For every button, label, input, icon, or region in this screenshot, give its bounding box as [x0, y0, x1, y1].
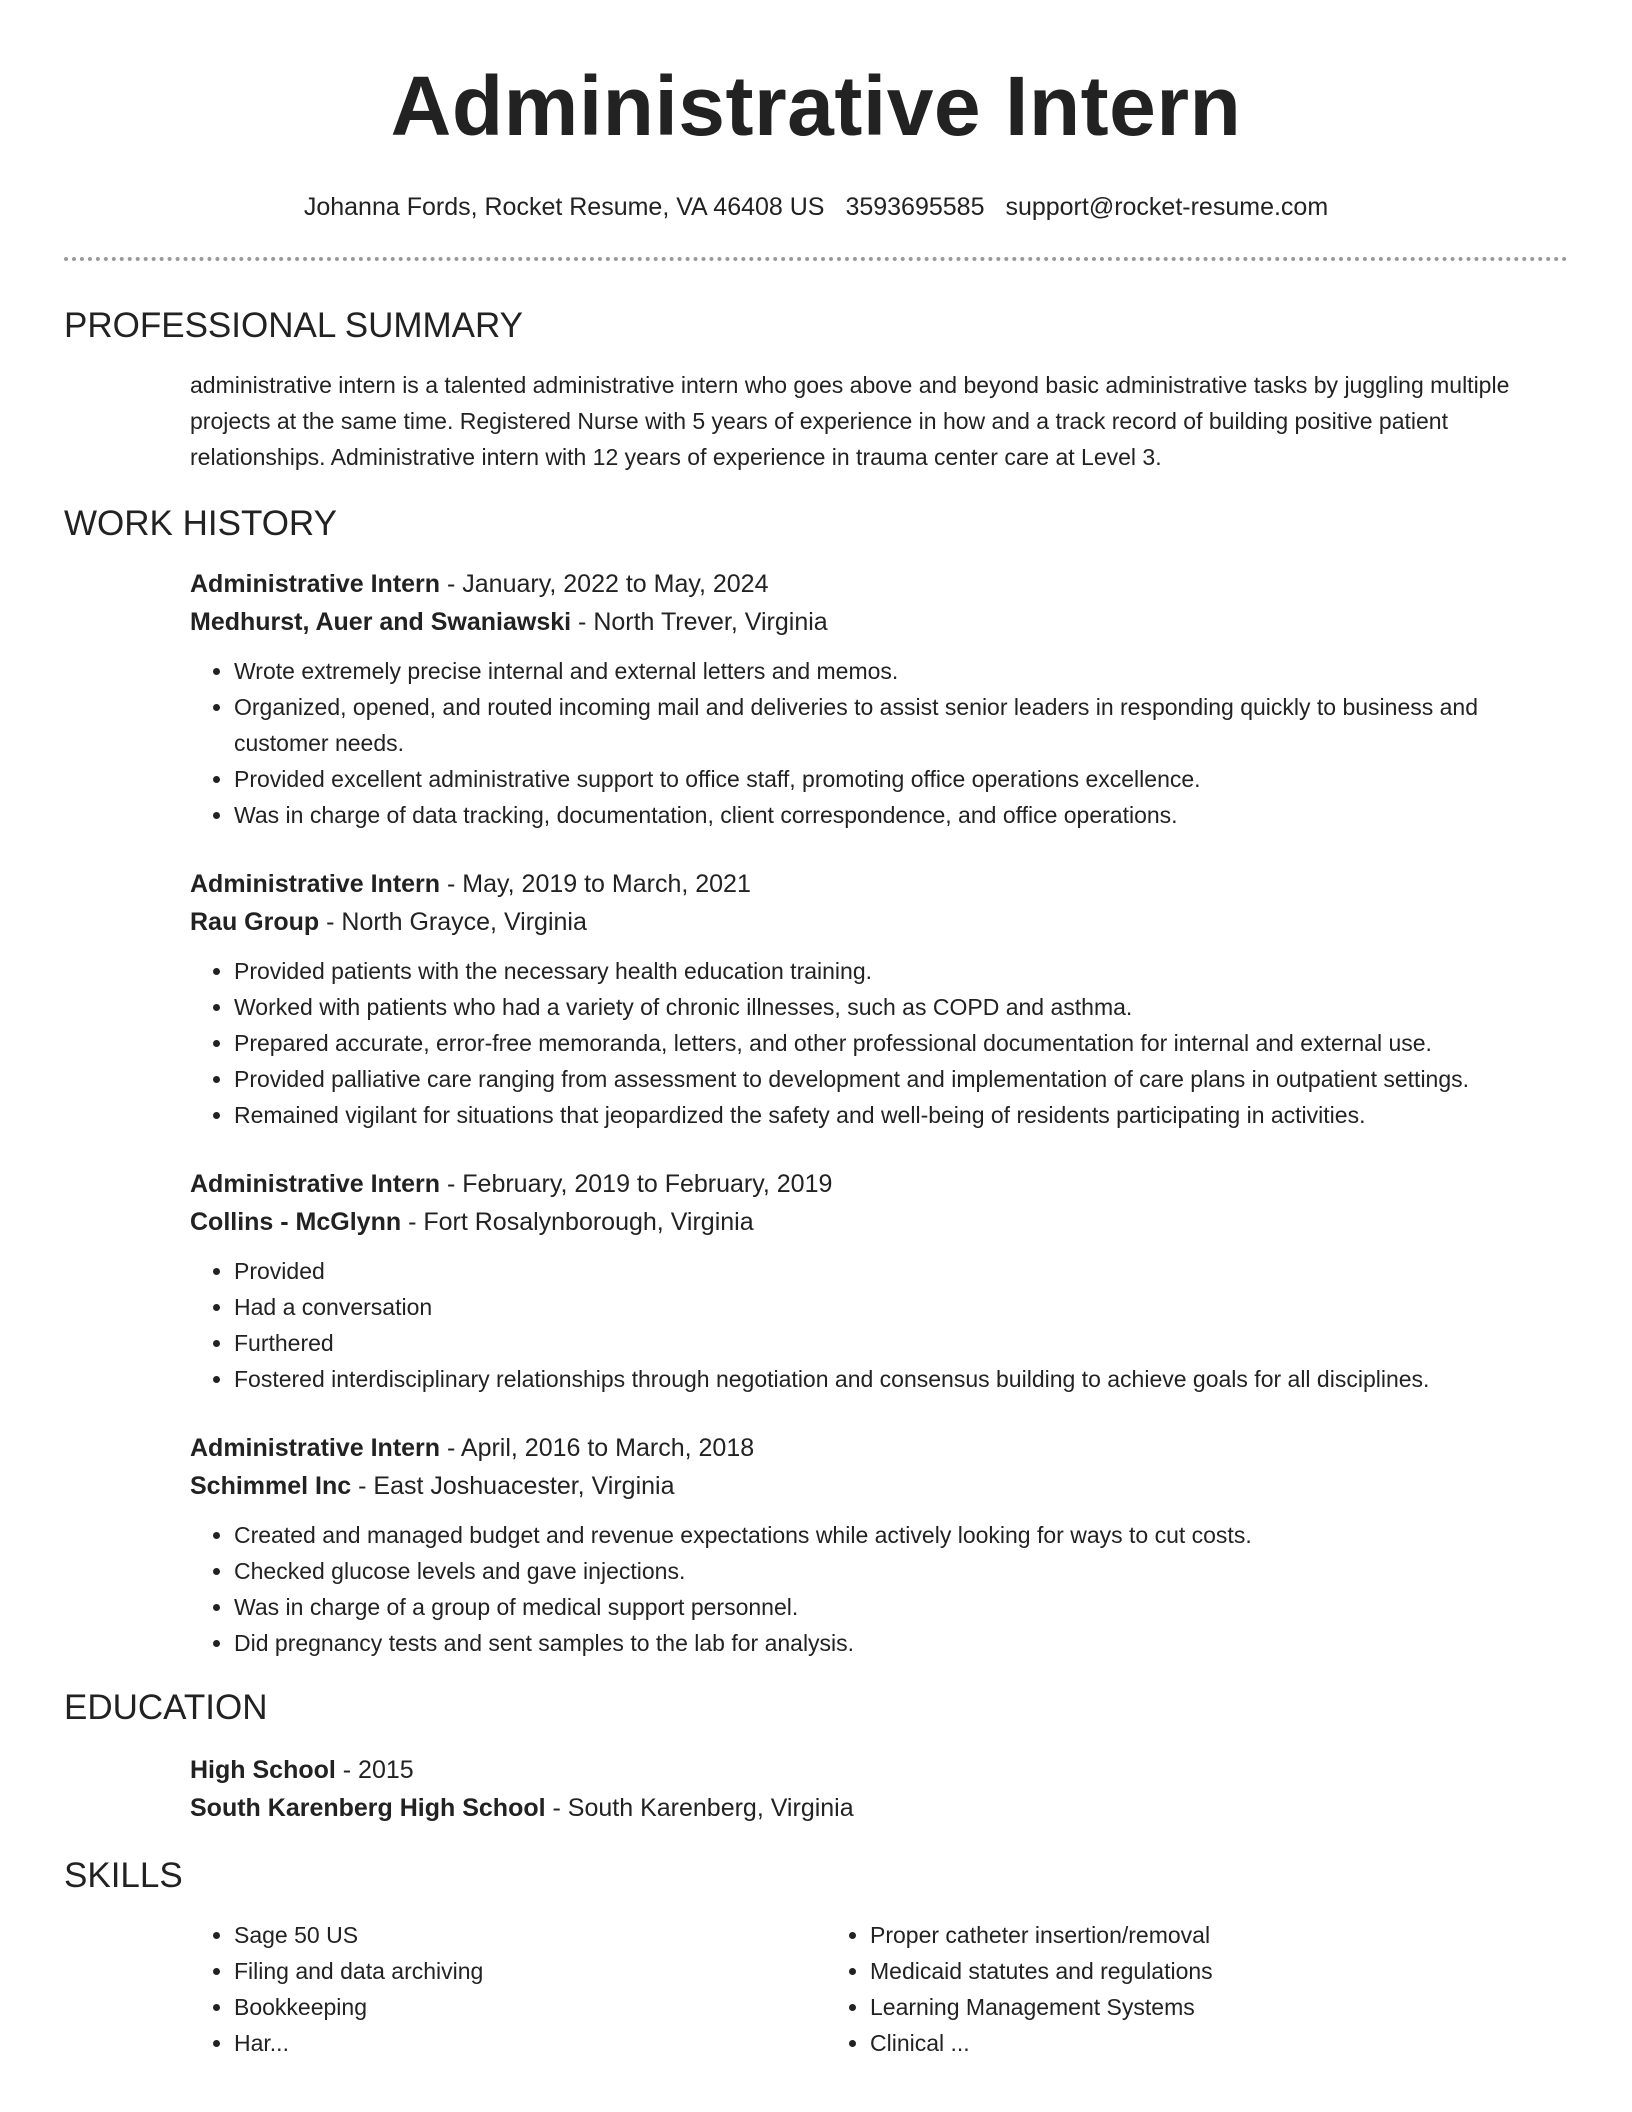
job-location: - East Joshuacester, Virginia	[351, 1472, 675, 1500]
job-dates: - February, 2019 to February, 2019	[440, 1170, 833, 1198]
job-dates: - January, 2022 to May, 2024	[440, 570, 769, 598]
contact-address: Johanna Fords, Rocket Resume, VA 46408 US	[303, 193, 825, 221]
job-bullet: • Provided excellent administrative support to office staff, promoting office operations excellence.	[234, 761, 1568, 797]
work-history-heading: WORK HISTORY	[64, 504, 337, 543]
header-divider	[64, 257, 1568, 261]
contact-phone: 3593695585	[845, 193, 985, 221]
job-entry	[190, 565, 1568, 833]
job-title: Administrative Intern	[190, 870, 441, 898]
skill-item: • Bookkeeping	[234, 1989, 826, 2025]
job-bullet: • Did pregnancy tests and sent samples to the lab for analysis.	[234, 1625, 1568, 1661]
job-company-line	[190, 603, 1568, 641]
job-bullet: • Provided palliative care ranging from assessment to development and implementation of care plans in outpatient settings.	[234, 1061, 1568, 1097]
skill-item: • Learning Management Systems	[870, 1989, 1462, 2025]
job-location: - North Trever, Virginia	[571, 608, 828, 636]
education-school-line	[190, 1789, 1568, 1827]
skill-item: • Har...	[234, 2025, 826, 2061]
job-entry	[190, 1429, 1568, 1661]
education-school: South Karenberg High School	[190, 1794, 546, 1822]
job-dates: - May, 2019 to March, 2021	[440, 870, 751, 898]
skill-item: • Filing and data archiving	[234, 1953, 826, 1989]
job-company-line	[190, 903, 1568, 941]
education-location: - South Karenberg, Virginia	[545, 1794, 854, 1822]
job-entry	[190, 865, 1568, 1133]
job-bullet: • Was in charge of data tracking, documentation, client correspondence, and office operations.	[234, 797, 1568, 833]
education-degree: High School	[190, 1756, 336, 1784]
job-entry	[190, 1165, 1568, 1397]
skills-heading: SKILLS	[64, 1856, 183, 1895]
job-bullet: • Provided	[234, 1253, 1568, 1289]
job-bullet: • Worked with patients who had a variety of chronic illnesses, such as COPD and asthma.	[234, 989, 1568, 1025]
job-company-line	[190, 1203, 1568, 1241]
education-year: - 2015	[335, 1756, 414, 1784]
job-location: - North Grayce, Virginia	[319, 908, 587, 936]
contact-line	[64, 191, 1568, 223]
job-bullet: • Provided patients with the necessary health education training.	[234, 953, 1568, 989]
job-bullets	[190, 1517, 1568, 1661]
job-company: Schimmel Inc	[190, 1472, 352, 1500]
job-title: Administrative Intern	[190, 570, 441, 598]
job-bullet: • Was in charge of a group of medical support personnel.	[234, 1589, 1568, 1625]
job-bullet: • Furthered	[234, 1325, 1568, 1361]
resume-title: Administrative Intern	[390, 59, 1242, 153]
job-bullet: • Checked glucose levels and gave injections.	[234, 1553, 1568, 1589]
job-dates: - April, 2016 to March, 2018	[440, 1434, 755, 1462]
summary-heading: PROFESSIONAL SUMMARY	[64, 306, 523, 345]
skill-item: • Sage 50 US	[234, 1917, 826, 1953]
education-heading: EDUCATION	[64, 1688, 268, 1727]
contact-email: support@rocket-resume.com	[1005, 193, 1329, 221]
job-title-line	[190, 565, 1568, 603]
job-bullets	[190, 953, 1568, 1133]
skill-item: • Medicaid statutes and regulations	[870, 1953, 1462, 1989]
summary-text: administrative intern is a talented administrative intern who goes above and beyond basic administrative tasks by juggling multiple projects at the same time. Registered Nurse with 5 years of experience in how and a track record of building positive patient relationships. Administrative intern with 12 years of experience in trauma center care at Level 3.	[190, 372, 1510, 470]
job-bullet: • Organized, opened, and routed incoming mail and deliveries to assist senior leaders in responding quickly to business and customer needs.	[234, 689, 1568, 761]
job-bullets	[190, 1253, 1568, 1397]
job-title-line	[190, 1165, 1568, 1203]
job-bullet: • Created and managed budget and revenue expectations while actively looking for ways to cut costs.	[234, 1517, 1568, 1553]
skills-left-column	[190, 1917, 826, 2061]
job-company: Medhurst, Auer and Swaniawski	[190, 608, 572, 636]
skills-columns	[190, 1917, 1568, 2061]
job-bullet: • Wrote extremely precise internal and external letters and memos.	[234, 653, 1568, 689]
job-bullet: • Fostered interdisciplinary relationships through negotiation and consensus building to achieve goals for all disciplines.	[234, 1361, 1568, 1397]
job-company: Rau Group	[190, 908, 320, 936]
education-entry	[190, 1751, 1568, 1827]
job-title-line	[190, 865, 1568, 903]
job-title-line	[190, 1429, 1568, 1467]
job-bullet: • Remained vigilant for situations that jeopardized the safety and well-being of residents participating in activities.	[234, 1097, 1568, 1133]
job-company: Collins - McGlynn	[190, 1208, 402, 1236]
skill-item: • Proper catheter insertion/removal	[870, 1917, 1462, 1953]
job-bullets	[190, 653, 1568, 833]
job-title: Administrative Intern	[190, 1434, 441, 1462]
job-bullet: • Prepared accurate, error-free memoranda, letters, and other professional documentation for internal and external use.	[234, 1025, 1568, 1061]
job-location: - Fort Rosalynborough, Virginia	[401, 1208, 754, 1236]
job-bullet: • Had a conversation	[234, 1289, 1568, 1325]
education-degree-line	[190, 1751, 1568, 1789]
skills-right-column	[826, 1917, 1462, 2061]
skill-item: • Clinical ...	[870, 2025, 1462, 2061]
job-company-line	[190, 1467, 1568, 1505]
job-title: Administrative Intern	[190, 1170, 441, 1198]
